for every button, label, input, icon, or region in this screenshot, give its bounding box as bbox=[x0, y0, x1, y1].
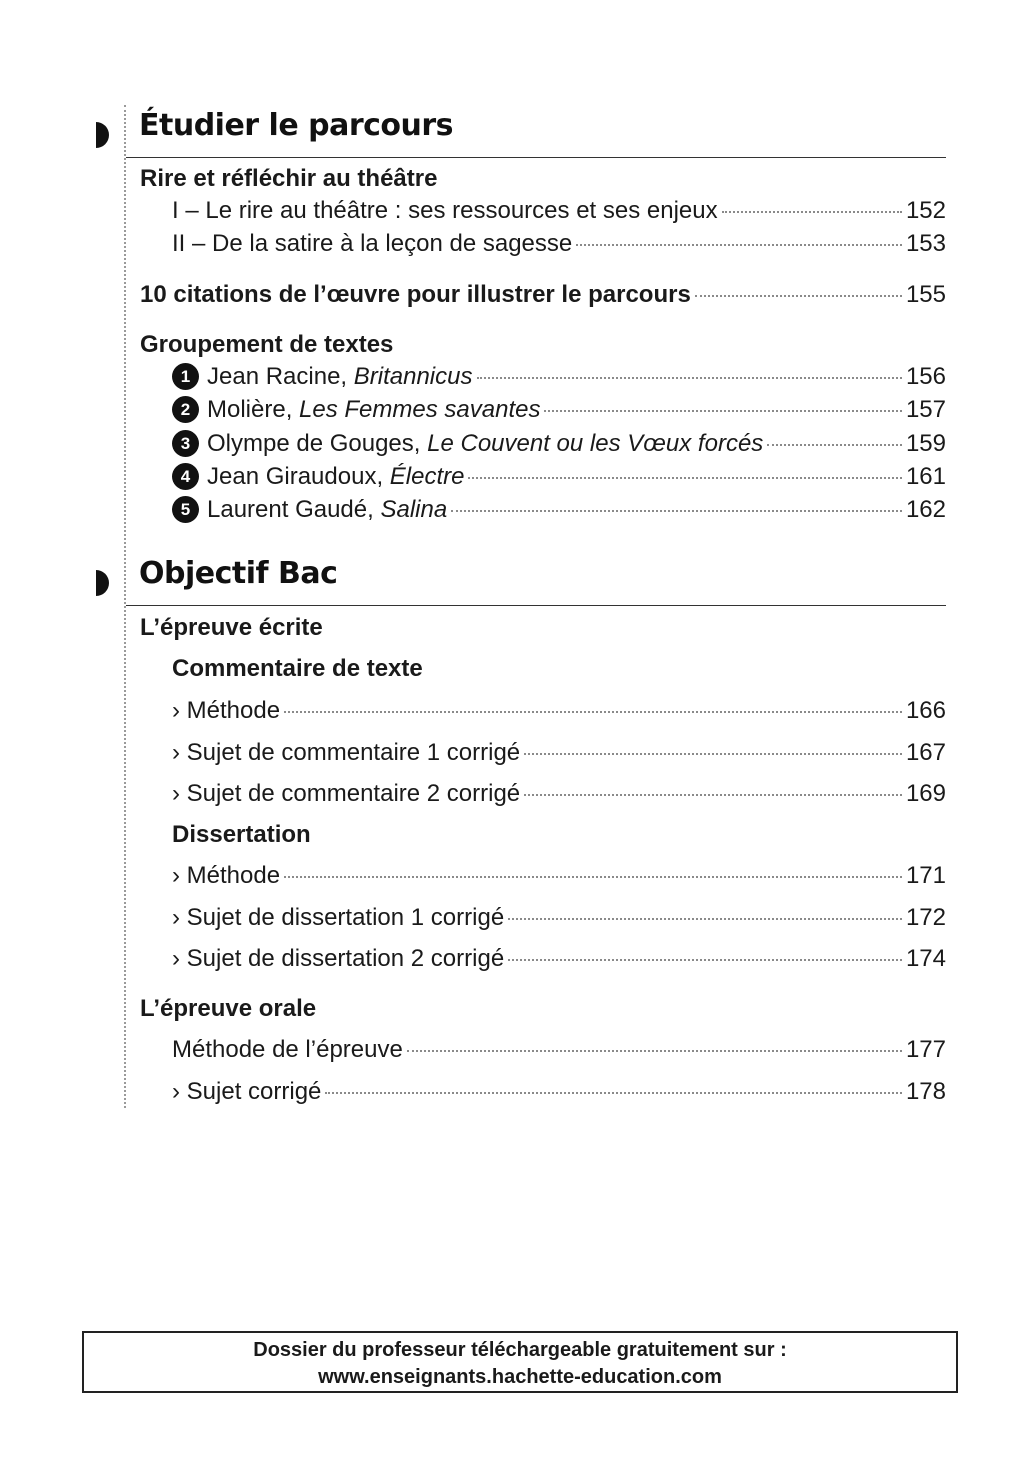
toc-entry-page: 155 bbox=[905, 281, 946, 308]
toc-heading: L’épreuve écrite bbox=[140, 614, 323, 641]
toc-entry[interactable] bbox=[172, 1078, 946, 1112]
toc-entry-page: 169 bbox=[905, 780, 946, 807]
leader-dots bbox=[468, 477, 901, 479]
leader-dots bbox=[407, 1050, 902, 1052]
toc-entry-page: 178 bbox=[905, 1078, 946, 1105]
toc-entry-page: 156 bbox=[905, 363, 946, 390]
toc-entry-label: › Sujet corrigé bbox=[172, 1078, 322, 1105]
toc-entry[interactable] bbox=[172, 739, 946, 773]
number-1-icon: 1 bbox=[172, 363, 199, 390]
author: Molière, bbox=[207, 396, 293, 423]
toc-entry[interactable] bbox=[172, 230, 946, 264]
toc-entry-page: 177 bbox=[905, 1036, 946, 1063]
work-title: Électre bbox=[389, 463, 465, 490]
work-title: Les Femmes savantes bbox=[299, 396, 541, 423]
toc-entry-page: 166 bbox=[905, 697, 946, 724]
toc-entry[interactable] bbox=[140, 281, 946, 315]
section-title: Objectif Bac bbox=[139, 556, 338, 591]
leader-dots bbox=[325, 1092, 902, 1094]
leader-dots bbox=[284, 876, 902, 878]
leader-dots bbox=[576, 244, 902, 246]
toc-heading: L’épreuve orale bbox=[140, 995, 317, 1022]
section-title: Étudier le parcours bbox=[139, 108, 454, 143]
work-title: Salina bbox=[380, 496, 448, 523]
work-title: Britannicus bbox=[353, 363, 473, 390]
toc-entry-page: 172 bbox=[905, 904, 946, 931]
toc-entry-page: 159 bbox=[905, 430, 946, 457]
toc-entry-page: 161 bbox=[905, 463, 946, 490]
section-marker-icon bbox=[96, 570, 109, 596]
work-title: Le Couvent ou les Vœux forcés bbox=[427, 430, 764, 457]
toc-entry-label: › Sujet de commentaire 1 corrigé bbox=[172, 739, 521, 766]
toc-entry[interactable] bbox=[172, 430, 946, 464]
toc-entry-page: 167 bbox=[905, 739, 946, 766]
toc-entry[interactable] bbox=[172, 780, 946, 814]
section-rule bbox=[126, 605, 946, 606]
toc-entry-page: 171 bbox=[905, 862, 946, 889]
toc-heading: Rire et réfléchir au théâtre bbox=[140, 165, 438, 192]
toc-entry[interactable] bbox=[172, 463, 946, 497]
toc-entry-label: Méthode de l’épreuve bbox=[172, 1036, 403, 1063]
section-marker-icon bbox=[96, 122, 109, 148]
leader-dots bbox=[508, 959, 902, 961]
leader-dots bbox=[508, 918, 902, 920]
toc-entry[interactable] bbox=[172, 496, 946, 530]
toc-entry-label: 10 citations de l’œuvre pour illustrer le parcours bbox=[140, 281, 691, 308]
toc-entry[interactable] bbox=[172, 862, 946, 896]
section-header-objectif-bac bbox=[96, 554, 946, 606]
leader-dots bbox=[524, 794, 902, 796]
number-3-icon: 3 bbox=[172, 430, 199, 457]
author: Jean Giraudoux, bbox=[207, 463, 384, 490]
toc-entry[interactable] bbox=[172, 945, 946, 979]
teacher-dossier-notice bbox=[82, 1331, 958, 1393]
toc-entry-page: 152 bbox=[905, 197, 946, 224]
number-5-icon: 5 bbox=[172, 496, 199, 523]
toc-entry[interactable] bbox=[172, 197, 946, 231]
toc-entry-page: 162 bbox=[905, 496, 946, 523]
number-4-icon: 4 bbox=[172, 463, 199, 490]
leader-dots bbox=[524, 753, 902, 755]
toc-entry-label: › Sujet de dissertation 1 corrigé bbox=[172, 904, 505, 931]
toc-entry-label: › Sujet de dissertation 2 corrigé bbox=[172, 945, 505, 972]
notice-url-link[interactable]: www.enseignants.hachette-education.com bbox=[318, 1366, 722, 1388]
toc-subheading: Dissertation bbox=[172, 821, 311, 848]
notice-text: Dossier du professeur téléchargeable gratuitement sur : bbox=[253, 1339, 787, 1361]
toc-entry[interactable] bbox=[172, 363, 946, 397]
leader-dots bbox=[451, 510, 902, 512]
author: Jean Racine, bbox=[207, 363, 348, 390]
toc-heading: Groupement de textes bbox=[140, 331, 394, 358]
toc-subheading: Commentaire de texte bbox=[172, 655, 423, 682]
toc-entry-page: 157 bbox=[905, 396, 946, 423]
toc-entry[interactable] bbox=[172, 697, 946, 731]
toc-entry-label: › Méthode bbox=[172, 862, 281, 889]
toc-entry-page: 153 bbox=[905, 230, 946, 257]
toc-entry[interactable] bbox=[172, 396, 946, 430]
leader-dots bbox=[767, 444, 902, 446]
number-2-icon: 2 bbox=[172, 396, 199, 423]
leader-dots bbox=[284, 711, 902, 713]
toc-entry[interactable] bbox=[172, 904, 946, 938]
toc-entry-label: › Méthode bbox=[172, 697, 281, 724]
section-rule bbox=[126, 157, 946, 158]
author: Olympe de Gouges, bbox=[207, 430, 421, 457]
toc-entry-label: I – Le rire au théâtre : ses ressources et ses enjeux bbox=[172, 197, 718, 224]
toc-entry[interactable] bbox=[172, 1036, 946, 1070]
leader-dots bbox=[722, 211, 902, 213]
dotted-margin-line bbox=[124, 105, 126, 1108]
toc-entry-page: 174 bbox=[905, 945, 946, 972]
leader-dots bbox=[544, 410, 901, 412]
author: Laurent Gaudé, bbox=[207, 496, 374, 523]
toc-entry-label: II – De la satire à la leçon de sagesse bbox=[172, 230, 573, 257]
leader-dots bbox=[477, 377, 902, 379]
toc-entry-label: › Sujet de commentaire 2 corrigé bbox=[172, 780, 521, 807]
section-header-etudier bbox=[96, 106, 946, 158]
leader-dots bbox=[695, 295, 902, 297]
